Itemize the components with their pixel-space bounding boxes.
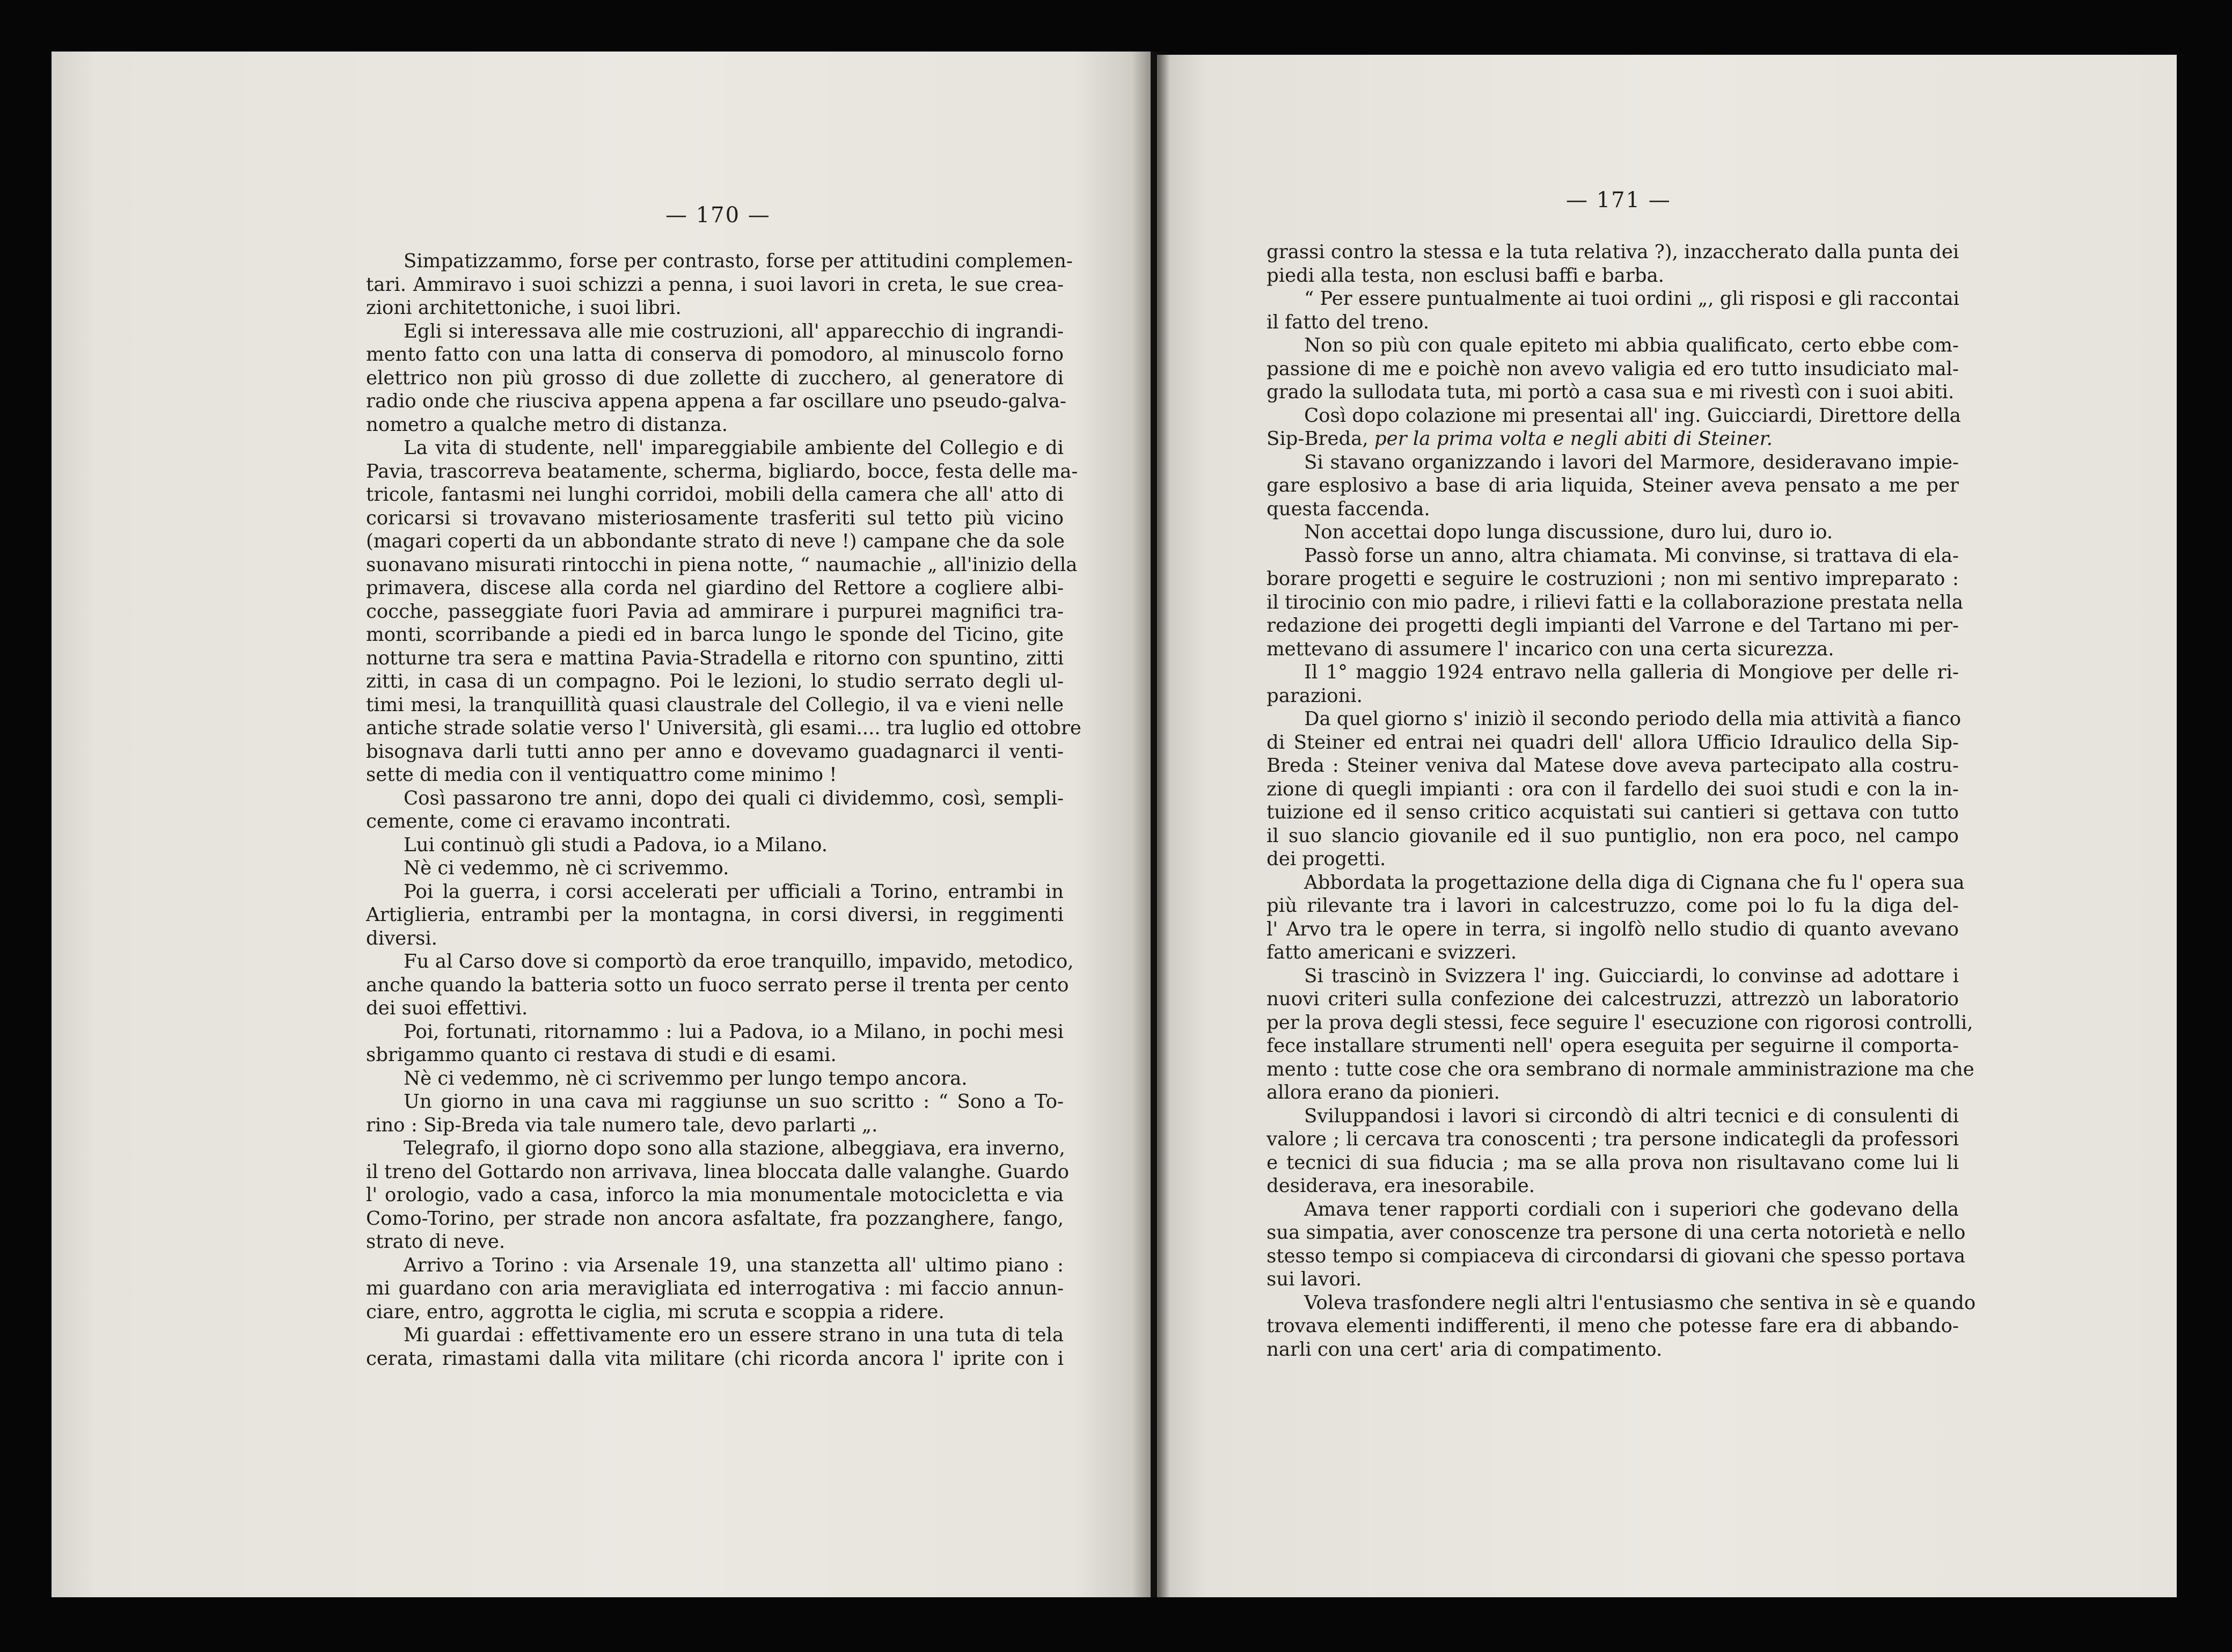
text-line-content: Breda : Steiner veniva dal Matese dove aveva partecipato alla costru- (1267, 755, 1959, 777)
text-line (366, 600, 1064, 624)
text-line-content: bisognava darli tutti anno per anno e dovevamo guadagnarci il venti- (366, 740, 1064, 763)
text-line (1267, 521, 1959, 544)
text-line (1267, 1245, 1966, 1268)
text-line-content: Si trascinò in Svizzera l' ing. Guicciardi, lo convinse ad adottare i (1304, 964, 1959, 987)
text-line-content: nometro a qualche metro di distanza. (366, 413, 728, 436)
text-line (1267, 871, 1965, 895)
text-line-content: mento : tutte cose che ora sembrano di normale amministrazione ma che (1267, 1058, 1974, 1080)
text-line (366, 950, 1074, 974)
text-line-content: tuizione ed il senso critico acquistati sui cantieri si gettava con tutto (1267, 801, 1959, 823)
text-line (1267, 1221, 1966, 1245)
text-line-content: dei suoi effettivi. (366, 997, 528, 1019)
text-line-content: zioni architettoniche, i suoi libri. (366, 297, 682, 319)
text-line-content: il fatto del treno. (1267, 311, 1429, 333)
text-line (1267, 1174, 1959, 1198)
text-line (366, 1020, 1064, 1044)
text-line (1267, 1058, 1974, 1081)
text-line (1267, 801, 1959, 824)
italic-phrase: per la prima volta e negli abiti di Steiner. (1374, 428, 1773, 450)
text-line-content: più rilevante tra i lavori in calcestruzzo, come poi lo fu la diga del- (1267, 895, 1959, 917)
text-line (366, 834, 1064, 857)
text-line-content: (magari coperti da un abbondante strato di neve !) campane che da sole (366, 530, 1065, 552)
text-line (366, 903, 1064, 927)
text-line-content: anche quando la batteria sotto un fuoco serrato perse il trenta per cento (366, 974, 1069, 996)
text-line-content: La vita di studente, nell' impareggiabile ambiente del Collegio e di (404, 437, 1064, 459)
text-line (366, 343, 1064, 367)
text-line-content: l' orologio, vado a casa, inforco la mia monumentale motocicletta e via (366, 1184, 1064, 1206)
text-line-content: cocche, passeggiate fuori Pavia ad ammirare i purpurei magnifici tra- (366, 600, 1064, 623)
text-line (366, 1160, 1069, 1184)
text-line (1267, 614, 1959, 638)
text-line (366, 1090, 1064, 1114)
text-line (1267, 1314, 1959, 1338)
text-line (366, 553, 1078, 577)
text-line-content: radio onde che riusciva appena appena a far oscillare uno pseudo-galva- (366, 390, 1066, 412)
text-line-content: antiche strade solatie verso l' Università, gli esami.... tra luglio ed ottobre (366, 717, 1081, 739)
text-line-content: rino : Sip-Breda via tale numero tale, devo parlarti „. (366, 1114, 878, 1136)
text-line-content: redazione dei progetti degli impianti del Varrone e del Tartano mi per- (1267, 615, 1959, 637)
text-line (1267, 1268, 1959, 1291)
text-line (1267, 1011, 1973, 1035)
text-line (366, 717, 1081, 740)
text-line (1267, 381, 1959, 404)
text-line (366, 576, 1064, 600)
text-line (366, 880, 1064, 904)
text-line-content: Abbordata la progettazione della diga di Cignana che fu l' opera sua (1304, 871, 1965, 894)
text-line (1267, 544, 1959, 568)
text-line (366, 1277, 1064, 1300)
text-line (366, 413, 1064, 437)
text-line (366, 1347, 1064, 1371)
text-line (1267, 731, 1959, 755)
text-line-content: Fu al Carso dove si comportò da eroe tranquillo, impavido, metodico, (404, 951, 1074, 973)
text-line-content: l' Arvo tra le opere in terra, si ingolfò nello studio di quanto avevano (1267, 918, 1959, 940)
text-line (366, 1254, 1064, 1277)
text-line-content: ciare, entro, aggrotta le ciglia, mi scruta e scoppia a ridere. (366, 1300, 945, 1323)
text-line-content: fece installare strumenti nell' opera eseguita per seguirne il comporta- (1267, 1035, 1959, 1057)
text-line-content: trovava elementi indifferenti, il meno che potesse fare era di abbando- (1267, 1315, 1959, 1337)
text-line-content: suonavano misurati rintocchi in piena notte, “ naumachie „ all'inizio della (366, 553, 1078, 576)
text-line (366, 670, 1064, 693)
text-line-content: coricarsi si trovavano misteriosamente trasferiti sul tetto più vicino (366, 507, 1064, 529)
text-line (366, 483, 1064, 507)
text-line-content: allora erano da pionieri. (1267, 1081, 1500, 1103)
text-line (1267, 1081, 1959, 1105)
text-line (366, 436, 1064, 460)
text-line-content: strato di neve. (366, 1231, 506, 1253)
text-line (366, 390, 1064, 413)
text-line-content: sbrigammo quanto ci restava di studi e di esami. (366, 1044, 837, 1066)
text-line (366, 296, 1064, 320)
text-line-content: Lui continuò gli studi a Padova, io a Milano. (404, 834, 828, 856)
text-line (366, 273, 1064, 297)
text-line (366, 1324, 1064, 1347)
text-line (1267, 451, 1959, 474)
text-line (366, 623, 1064, 647)
text-line (1267, 754, 1959, 778)
text-line-content: Como-Torino, per strade non ancora asfaltate, fra pozzanghere, fango, (366, 1207, 1064, 1230)
text-line-content: Arrivo a Torino : via Arsenale 19, una stanzetta all' ultimo piano : (404, 1254, 1064, 1276)
text-line (366, 1300, 1064, 1324)
text-line-content: notturne tra sera e mattina Pavia-Stradella e ritorno con spuntino, zitti (366, 647, 1064, 669)
text-line (366, 1183, 1064, 1207)
text-line-content: Sviluppandosi i lavori si circondò di altri tecnici e di consulenti di (1304, 1105, 1959, 1127)
text-line-content: Nè ci vedemmo, nè ci scrivemmo. (404, 857, 729, 879)
text-line-content: Simpatizzammo, forse per contrasto, forse per attitudini complemen- (404, 250, 1073, 272)
text-line-content: tari. Ammiravo i suoi schizzi a penna, i suoi lavori in creta, le sue crea- (366, 273, 1064, 296)
text-line-content: il tirocinio con mio padre, i rilievi fatti e la collaborazione prestata nella (1267, 591, 1964, 613)
text-line-content: diversi. (366, 927, 437, 949)
text-line (366, 250, 1073, 273)
text-line-content: stesso tempo si compiaceva di circondarsi di giovani che spesso portava (1267, 1245, 1966, 1267)
text-line-content: “ Per essere puntualmente ai tuoi ordini „, gli risposi e gli raccontai (1304, 288, 1959, 310)
text-line-content: timi mesi, la tranquillità quasi claustrale del Collegio, il va e vieni nelle (366, 693, 1064, 716)
text-line (366, 1230, 1064, 1254)
text-line (366, 320, 1064, 343)
text-line-content: mettevano di assumere l' incarico con una certa sicurezza. (1267, 638, 1834, 660)
text-line (366, 367, 1064, 390)
text-line (1267, 638, 1959, 661)
text-line-content: zione di quegli impianti : ora con il fardello dei suoi studi e con la in- (1267, 778, 1959, 800)
text-line (1267, 427, 1959, 451)
text-line-content: cerata, rimastami dalla vita militare (chi ricorda ancora l' iprite con i (366, 1347, 1064, 1370)
text-line-content: sua simpatia, aver conoscenze tra persone di una certa notorietà e nello (1267, 1222, 1966, 1244)
text-line (366, 507, 1064, 530)
text-line-content: Un giorno in una cava mi raggiunse un suo scritto : “ Sono a To- (404, 1091, 1064, 1113)
text-line (366, 1114, 1064, 1137)
text-line-content: Telegrafo, il giorno dopo sono alla stazione, albeggiava, era inverno, (404, 1137, 1065, 1159)
text-line-content: il treno del Gottardo non arrivava, linea bloccata dalle valanghe. Guardo (366, 1160, 1069, 1183)
text-line (1267, 287, 1959, 311)
text-line-content: di Steiner ed entrai nei quadri dell' allora Ufficio Idraulico della Sip- (1267, 731, 1959, 754)
text-line (1267, 847, 1959, 871)
text-line (1267, 1291, 1976, 1315)
text-line-content: narli con una cert' aria di compatimento. (1267, 1338, 1663, 1361)
left-page-number: — 170 — (665, 203, 771, 228)
text-line-content: valore ; li cercava tra conoscenti ; tra persone indicategli da professori (1267, 1128, 1959, 1150)
text-line-content: Poi la guerra, i corsi accelerati per ufficiali a Torino, entrambi in (404, 880, 1064, 903)
text-line-content: Si stavano organizzando i lavori del Marmore, desideravano impie- (1304, 451, 1959, 473)
text-line-content: per la prova degli stessi, fece seguire l' esecuzione con rigorosi controlli, (1267, 1011, 1973, 1034)
text-line (1267, 707, 1962, 731)
text-line-content: mi guardano con aria meravigliata ed interrogativa : mi faccio annun- (366, 1277, 1064, 1299)
text-line-content: Da quel giorno s' iniziò il secondo periodo della mia attività a fianco (1304, 708, 1962, 730)
text-line (366, 1067, 1064, 1091)
text-line (1267, 894, 1959, 918)
text-line (366, 740, 1064, 764)
text-line (1267, 567, 1959, 591)
text-line (366, 763, 1064, 787)
text-line-content: borare progetti e seguire le costruzioni ; non mi sentivo impreparato : (1267, 568, 1959, 590)
text-line (366, 997, 1064, 1020)
text-line (366, 460, 1078, 484)
text-line-content: monti, scorribande a piedi ed in barca lungo le sponde del Ticino, gite (366, 624, 1064, 646)
text-line-content: sette di media con il ventiquattro come minimo ! (366, 764, 837, 786)
text-line (1267, 334, 1959, 357)
text-line-content: cemente, come ci eravamo incontrati. (366, 810, 731, 832)
text-line-content: fatto americani e svizzeri. (1267, 941, 1517, 963)
text-line-content: Egli si interessava alle mie costruzioni, all' apparecchio di ingrandi- (404, 320, 1064, 342)
text-line-content: piedi alla testa, non esclusi baffi e barba. (1267, 264, 1664, 287)
text-line (366, 857, 1064, 880)
text-line (1267, 357, 1959, 381)
text-line-content: Voleva trasfondere negli altri l'entusiasmo che sentiva in sè e quando (1304, 1291, 1976, 1314)
text-line-content: Amava tener rapporti cordiali con i superiori che godevano della (1304, 1198, 1959, 1220)
text-line (366, 1137, 1064, 1160)
text-line (1267, 778, 1959, 801)
text-line (366, 787, 1064, 810)
text-line-content: e tecnici di sua fiducia ; ma se alla prova non risultavano come lui li (1267, 1151, 1959, 1174)
text-line (1267, 1338, 1959, 1362)
text-line (366, 927, 1064, 951)
text-line-content: grassi contro la stessa e la tuta relativa ?), inzaccherato dalla punta dei (1267, 241, 1959, 263)
text-line-content: gare esplosivo a base di aria liquida, Steiner aveva pensato a me per (1267, 474, 1959, 496)
text-line (1267, 1198, 1959, 1222)
text-line-content: dei progetti. (1267, 848, 1386, 870)
text-line (1267, 404, 1959, 428)
text-line (1267, 498, 1959, 521)
text-line (366, 974, 1069, 997)
text-line-content: Così dopo colazione mi presentai all' ing. Guicciardi, Direttore della (1304, 404, 1961, 427)
text-line (366, 810, 1064, 834)
text-line (1267, 964, 1959, 988)
text-line (1267, 264, 1959, 288)
right-page-text (1267, 240, 1976, 1361)
text-line-content: Nè ci vedemmo, nè ci scrivemmo per lungo tempo ancora. (404, 1067, 968, 1090)
text-line (1267, 1151, 1959, 1175)
text-line-content: sui lavori. (1267, 1268, 1362, 1290)
text-line-content: Artiglieria, entrambi per la montagna, in corsi diversi, in reggimenti (366, 904, 1064, 926)
text-line (1267, 240, 1959, 264)
text-line-content: Il 1° maggio 1924 entravo nella galleria di Mongiove per delle ri- (1304, 661, 1959, 683)
text-line-content: Non accettai dopo lunga discussione, duro lui, duro io. (1304, 521, 1833, 543)
text-line-content: nuovi criteri sulla confezione dei calcestruzzi, attrezzò un laboratorio (1267, 988, 1959, 1010)
text-line (1267, 661, 1959, 684)
text-line (366, 1207, 1064, 1231)
text-line (1267, 988, 1959, 1011)
book-gutter (1132, 52, 1170, 1597)
text-line-content: il suo slancio giovanile ed il suo puntiglio, non era poco, nel campo (1267, 824, 1959, 847)
text-line (1267, 1034, 1959, 1058)
text-line-content: passione di me e poichè non avevo valigia ed ero tutto insudiciato mal- (1267, 357, 1959, 380)
text-line (1267, 474, 1959, 498)
text-line (1267, 918, 1959, 941)
text-line-content: Pavia, trascorreva beatamente, scherma, bigliardo, bocce, festa delle ma- (366, 460, 1078, 483)
text-line (366, 647, 1064, 670)
text-line-content: Mi guardai : effettivamente ero un essere strano in una tuta di tela (404, 1324, 1064, 1346)
text-line-content: Così passarono tre anni, dopo dei quali ci dividemmo, così, sempli- (404, 787, 1064, 809)
text-line-content: primavera, discese alla corda nel giardino del Rettore a cogliere albi- (366, 577, 1064, 599)
text-line (366, 693, 1064, 717)
text-line-content: elettrico non più grosso di due zollette di zucchero, al generatore di (366, 367, 1064, 389)
text-line-content: parazioni. (1267, 684, 1363, 707)
text-line-content: questa faccenda. (1267, 498, 1430, 520)
text-line-content: Non so più con quale epiteto mi abbia qualificato, certo ebbe com- (1304, 334, 1959, 356)
text-line (366, 530, 1064, 553)
text-line-content: Sip-Breda, (1267, 428, 1374, 450)
text-line (1267, 1128, 1959, 1151)
text-line (1267, 941, 1959, 964)
text-line-content: mento fatto con una latta di conserva di pomodoro, al minuscolo forno (366, 343, 1064, 366)
left-page-text (366, 250, 1081, 1370)
text-line-content: zitti, in casa di un compagno. Poi le lezioni, lo studio serrato degli ul- (366, 670, 1064, 692)
right-page-number: — 171 — (1566, 188, 1671, 213)
text-line-content: desiderava, era inesorabile. (1267, 1175, 1535, 1197)
text-line (1267, 684, 1959, 708)
text-line (366, 1043, 1064, 1067)
text-line (1267, 311, 1959, 334)
text-line-content: Passò forse un anno, altra chiamata. Mi convinse, si trattava di ela- (1304, 544, 1959, 567)
text-line-content: grado la sullodata tuta, mi portò a casa sua e mi rivestì con i suoi abiti. (1267, 381, 1955, 403)
text-line-content: tricole, fantasmi nei lunghi corridoi, mobili della camera che all' atto di (366, 484, 1064, 506)
text-line (1267, 824, 1959, 848)
text-line (1267, 591, 1964, 615)
text-line-content: Poi, fortunati, ritornammo : lui a Padova, io a Milano, in pochi mesi (404, 1020, 1064, 1043)
text-line (1267, 1105, 1959, 1128)
